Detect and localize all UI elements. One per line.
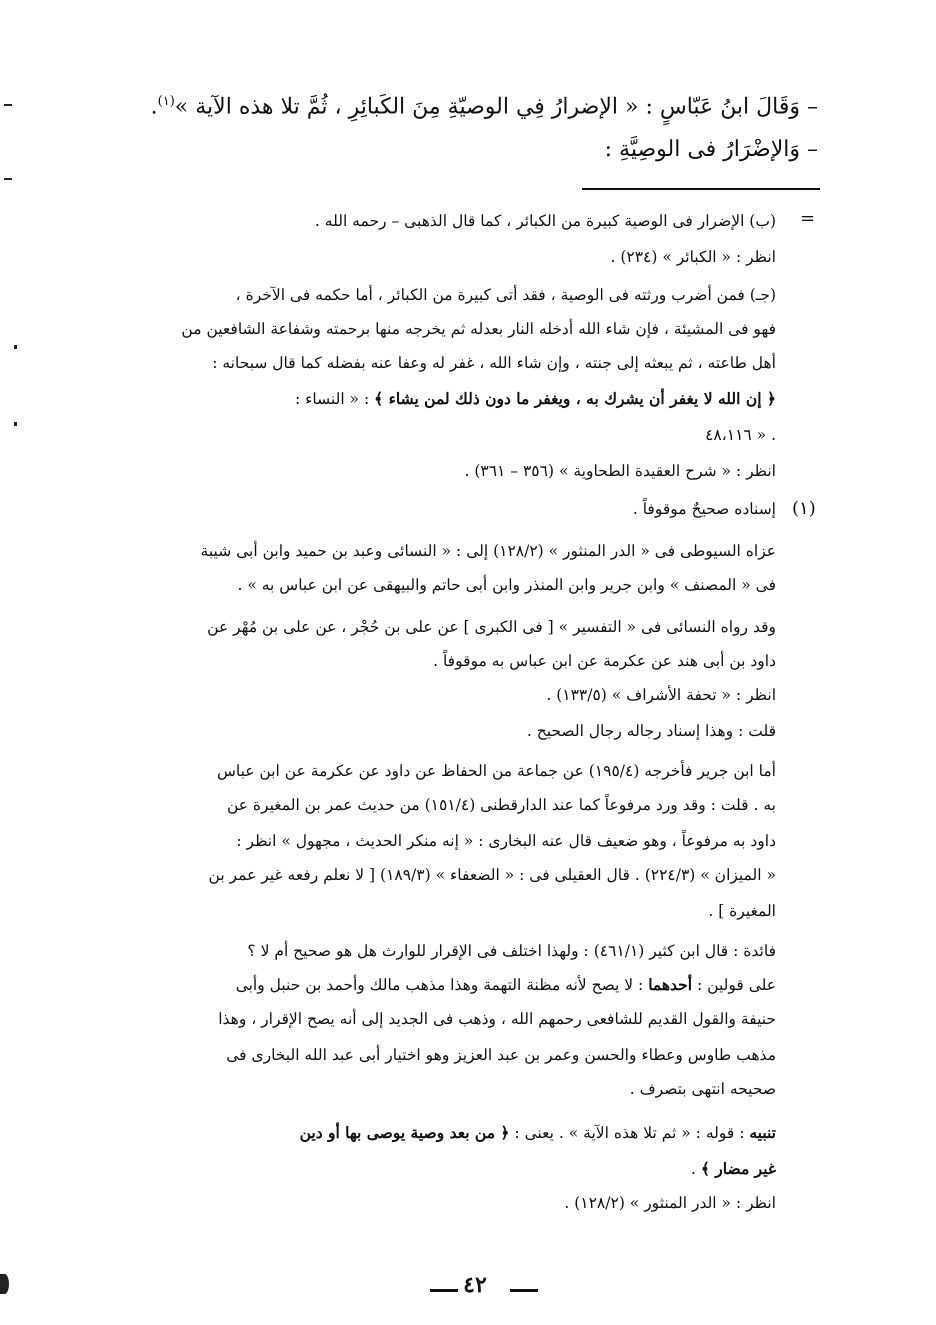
footnote-1-line-2: عزاه السيوطى فى « الدر المنثور » (١٢٨/٢) إلى : « النسائى وعبد بن حميد وابن أبى شيبة [200, 542, 776, 560]
margin-mark [14, 422, 17, 426]
notice-label: تنبيه [749, 1123, 776, 1142]
margin-mark [4, 104, 12, 106]
note-c-line-4 [295, 384, 776, 414]
quran-verse: ﴿ إن الله لا يغفر أن يشرك به ، ويغفر ما دون ذلك لمن يشاء ﴾ [374, 389, 776, 408]
note-c-line-4-rest: : « النساء : [294, 390, 375, 408]
notice-line-1 [300, 1118, 776, 1148]
benefit-line-3: حنيفة والقول القديم للشافعى رحمهم الله ، وذهب فى الجديد إلى أنه يصح الإقرار ، وهذا [218, 1010, 776, 1028]
notice-line-2-end: . [690, 1160, 701, 1178]
main-text-line-2: – وَالإضْرَارُ فى الوصِيَّةِ : [604, 137, 818, 162]
note-b-line-1: (ب) الإضرار فى الوصية كبيرة من الكبائر ، كما قال الذهبى – رحمه الله . [314, 212, 776, 230]
footnote-separator [582, 188, 820, 190]
footnote-1-line-5: داود بن أبى هند عن عكرمة عن ابن عباس به موقوفاً . [433, 652, 776, 670]
benefit-first-opinion: أحدهما [648, 975, 693, 994]
main-line-1-text: – وَقَالَ ابنُ عَبّاسٍ : « الإضرارُ فِي الوصيّةِ مِنَ الكَبائِرِ ، ثُمَّ تلا هذه الآية » [174, 94, 818, 120]
notice-line-3: انظر : « الدر المنثور » (١٢٨/٢) . [564, 1194, 776, 1212]
footnote-1-line-3: فى « المصنف » وابن جرير وابن المنذر وابن أبى حاتم والبيهقى عن ابن عباس به » . [237, 576, 776, 594]
main-line-1-end: . [150, 94, 158, 120]
note-c-line-5: ٤٨،١١٦ » . [705, 426, 776, 444]
margin-mark [0, 1274, 9, 1294]
benefit-line-2 [236, 970, 776, 1000]
continuation-marker: = [800, 208, 816, 229]
footnote-1-line-6: انظر : « تحفة الأشراف » (١٣٣/٥) . [546, 686, 776, 704]
benefit-line-5: صحيحه انتهى بتصرف . [629, 1080, 776, 1098]
footnote-1-line-1: إسناده صحيحٌ موقوفاً . [632, 500, 776, 518]
footnote-1-line-9: به . قلت : وقد ورد مرفوعاً كما عند الدارقطنى (١٥١/٤) من حديث عمر بن المغيرة عن [226, 796, 776, 814]
page-number: ٤٢ [463, 1272, 487, 1298]
main-text-line-1 [151, 84, 818, 125]
notice-verse-part-2: غير مضار ﴾ [700, 1159, 776, 1178]
benefit-line-2-post: : لا يصح لأنه مظنة التهمة وهذا مذهب مالك وأحمد بن حنبل وأبى [235, 976, 649, 994]
note-c-line-1: (جـ) فمن أضرب ورثته فى الوصية ، فقد أتى كبيرة من الكبائر ، أما حكمه فى الآخرة ، [235, 286, 776, 304]
footnote-1-line-8: أما ابن جرير فأخرجه (١٩٥/٤) عن جماعة من الحفاظ عن داود عن عكرمة عن ابن عباس [216, 762, 776, 780]
benefit-line-4: مذهب طاوس وعطاء والحسن وعمر بن عبد العزيز وهو اختيار أبى عبد الله البخارى فى [226, 1046, 776, 1064]
footnote-1-line-11: « الميزان » (٢٢٤/٣) . قال العقيلى فى : « الضعفاء » (١٨٩/٣) [ لا نعلم رفعه غير عمر بن [208, 866, 776, 884]
footnote-1-line-4: وقد رواه النسائى فى « التفسير » [ فى الكبرى ] عن على بن حُجْر ، عن على بن مُهْر عن [207, 618, 776, 636]
note-b-line-2: انظر : « الكبائر » (٢٣٤) . [610, 248, 776, 266]
footnote-1-line-7: قلت : وهذا إسناد رجاله رجال الصحيح . [526, 722, 776, 740]
footnote-1-line-10: داود به مرفوعاً ، وهو ضعيف قال عنه البخارى : « إنه منكر الحديث ، مجهول » انظر : [236, 832, 776, 850]
note-c-line-6: انظر : « شرح العقيدة الطحاوية » (٣٥٦ – ٣٦١) . [464, 462, 776, 480]
margin-mark [14, 345, 17, 349]
benefit-line-2-pre: على قولين : [692, 976, 776, 994]
benefit-line-1: فائدة : قال ابن كثير (٤٦١/١) : ولهذا اختلف فى الإقرار للوارث هل هو صحيح أم لا ؟ [247, 942, 776, 960]
footnote-marker-1: (١) [792, 498, 816, 519]
notice-line-2 [691, 1154, 776, 1184]
note-c-line-2: فهو فى المشيئة ، فإن شاء الله أدخله النار بعدله ثم يخرجه منها برحمته وشفاعة الشافعين من [181, 320, 776, 338]
page-number-dash-right [510, 1289, 538, 1292]
note-c-line-3: أهل طاعته ، ثم يبعثه إلى جنته ، وإن شاء الله ، غفر له وعفا عنه بفضله كما قال سبحانه : [212, 354, 776, 372]
footnote-ref-1: (١) [157, 94, 175, 109]
notice-verse-part-1: ﴿ من بعد وصية يوصى بها أو دين [299, 1123, 510, 1142]
margin-mark [4, 178, 12, 180]
notice-line-1-mid: : قوله : « ثم تلا هذه الآية » . يعنى : [509, 1124, 750, 1142]
footnote-1-line-12: المغيرة ] . [708, 902, 776, 920]
